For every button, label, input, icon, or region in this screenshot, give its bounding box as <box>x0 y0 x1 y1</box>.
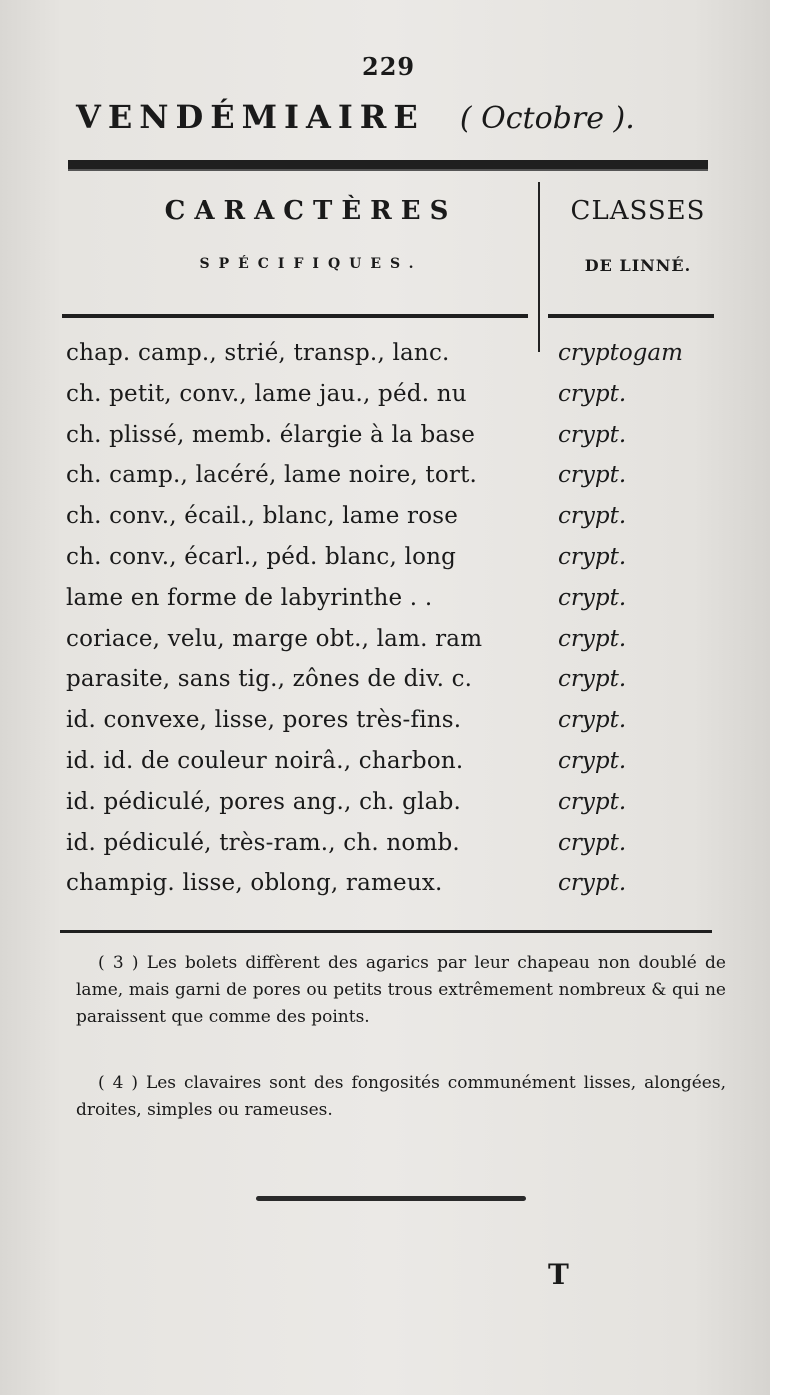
row-description: parasite, sans tig., zônes de div. c. <box>66 666 473 693</box>
footnote-3 <box>76 950 726 1031</box>
row-description: champig. lisse, oblong, rameux. <box>66 870 443 897</box>
table-row <box>60 338 740 379</box>
column-subheading-specific: SPÉCIFIQUES. <box>199 256 423 272</box>
table-row <box>60 828 740 869</box>
table-row <box>60 379 740 420</box>
table-rule-left <box>62 314 528 318</box>
signature-mark: T <box>548 1258 569 1291</box>
row-class: crypt. <box>558 666 627 693</box>
table-row <box>60 868 740 909</box>
table-row <box>60 705 740 746</box>
row-class: crypt. <box>558 543 627 570</box>
row-class: crypt. <box>558 707 627 734</box>
row-description: id. pédiculé, très-ram., ch. nomb. <box>66 829 460 856</box>
row-class: crypt. <box>558 829 627 856</box>
table-bottom-rule <box>60 930 712 933</box>
header-rule <box>68 160 708 171</box>
month-subtitle: ( Octobre ). <box>459 101 635 136</box>
row-description: id. convexe, lisse, pores très-fins. <box>66 707 462 734</box>
row-description: ch. conv., écail., blanc, lame rose <box>66 503 459 530</box>
row-description: ch. conv., écarl., péd. blanc, long <box>66 543 457 570</box>
column-heading-classes: CLASSES <box>570 196 706 226</box>
column-subheading-linne: DE LINNÉ. <box>584 256 692 275</box>
table-row <box>60 542 740 583</box>
row-class: crypt. <box>558 462 627 489</box>
row-class: crypt. <box>558 788 627 815</box>
row-description: chap. camp., strié, transp., lanc. <box>66 340 450 366</box>
row-class: crypt. <box>558 503 627 530</box>
row-description: lame en forme de labyrinthe . . <box>66 584 433 611</box>
table-row <box>60 664 740 705</box>
page-number: 229 <box>362 52 416 81</box>
row-class: crypt. <box>558 870 627 897</box>
row-description: ch. petit, conv., lame jau., péd. nu <box>66 380 467 407</box>
table-row <box>60 501 740 542</box>
footnote-4 <box>76 1070 726 1124</box>
table-row <box>60 460 740 501</box>
table-row <box>60 624 740 665</box>
footnote-3-text: ( 3 ) Les bolets diffèrent des agarics par leur chapeau non doublé de lame, mais garni de pores ou petits trous extrêmement nombreux & qui ne paraissent que comme des points. <box>76 953 726 1027</box>
row-class: crypt. <box>558 380 627 407</box>
row-class: crypt. <box>558 625 627 652</box>
scan-margin <box>770 0 800 1395</box>
species-table <box>60 338 740 909</box>
footnote-4-text: ( 4 ) Les clavaires sont des fongosités communément lisses, alongées, droites, simples ou rameuses. <box>76 1073 726 1120</box>
table-row <box>60 787 740 828</box>
row-class: crypt. <box>558 584 627 611</box>
page-header <box>76 98 716 136</box>
row-class: cryptogam <box>558 340 683 366</box>
row-description: coriace, velu, marge obt., lam. ram <box>66 625 483 652</box>
row-class: crypt. <box>558 421 627 448</box>
row-description: ch. plissé, memb. élargie à la base <box>66 421 476 448</box>
row-description: id. id. de couleur noirâ., charbon. <box>66 747 464 774</box>
table-row <box>60 420 740 461</box>
row-description: id. pédiculé, pores ang., ch. glab. <box>66 788 462 815</box>
month-title: VENDÉMIAIRE <box>76 98 425 136</box>
table-rule-right <box>548 314 714 318</box>
row-description: ch. camp., lacéré, lame noire, tort. <box>66 462 478 489</box>
table-row <box>60 746 740 787</box>
row-class: crypt. <box>558 747 627 774</box>
ornamental-rule <box>256 1196 526 1201</box>
column-heading-characters: CARACTÈRES <box>164 196 458 226</box>
table-row <box>60 583 740 624</box>
column-divider <box>538 182 540 352</box>
